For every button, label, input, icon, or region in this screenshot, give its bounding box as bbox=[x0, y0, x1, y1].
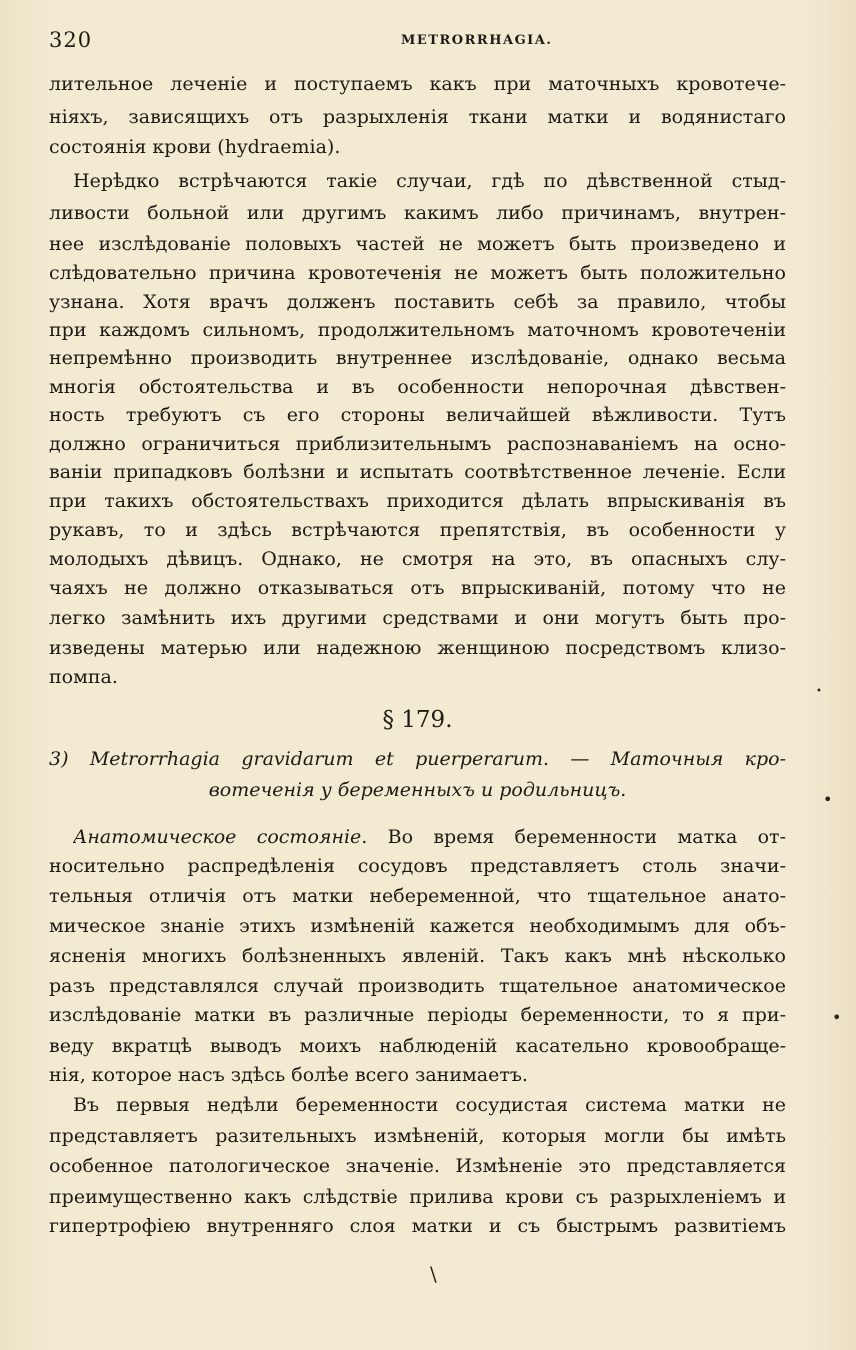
text-line: легко замѣнить ихъ другими средствами и они могутъ быть про- bbox=[49, 607, 786, 629]
text-line: нія, которое насъ здѣсь болѣе всего занимаетъ. bbox=[49, 1064, 528, 1086]
subsection-lead: Анатомическое состояніе. bbox=[73, 826, 368, 848]
text-line: нее изслѣдованіе половыхъ частей не можетъ быть произведено и bbox=[49, 233, 786, 255]
text-line: должно ограничиться приблизительнымъ распознаваніемъ на осно- bbox=[49, 433, 786, 455]
text-line: изслѣдованіе матки въ различные періоды беременности, то я при- bbox=[49, 1004, 786, 1026]
text-line: лительное леченіе и поступаемъ какъ при маточныхъ кровотече- bbox=[49, 73, 786, 95]
text-line: преимущественно какъ слѣдствіе прилива крови съ разрыхленіемъ и bbox=[49, 1186, 786, 1208]
text-line: слѣдовательно причина кровотеченія не можетъ быть положительно bbox=[49, 262, 786, 284]
text-line: помпа. bbox=[49, 666, 118, 688]
text-line: изведены матерью или надежною женщиною посредствомъ клизо- bbox=[49, 637, 786, 659]
text-line bbox=[73, 824, 786, 850]
text-line: носительно распредѣленія сосудовъ представляетъ столь значи- bbox=[49, 855, 786, 877]
ink-speck: • bbox=[832, 1008, 842, 1027]
text-line: рукавъ, то и здѣсь встрѣчаются препятствія, въ особенности у bbox=[49, 519, 786, 541]
text-line: Нерѣдко встрѣчаются такіе случаи, гдѣ по дѣвственной стыд- bbox=[73, 170, 786, 192]
text-line: особенное патологическое значеніе. Измѣненіе это представляется bbox=[49, 1155, 786, 1177]
text-line: при такихъ обстоятельствахъ приходится дѣлать впрыскиванія въ bbox=[49, 490, 786, 512]
text-line: мическое знаніе этихъ измѣненій кажется необходимымъ для объ- bbox=[49, 915, 786, 937]
running-title: METRORRHAGIA. bbox=[401, 33, 553, 48]
ink-speck: \ bbox=[430, 1262, 437, 1286]
text-line: узнана. Хотя врачъ долженъ поставить себѣ за правило, чтобы bbox=[49, 291, 786, 313]
text-run: Во время беременности матка от- bbox=[367, 826, 786, 848]
text-line: представляетъ разительныхъ измѣненій, которыя могли бы имѣть bbox=[49, 1125, 786, 1147]
text-line: ность требуютъ съ его стороны величайшей вѣжливости. Тутъ bbox=[49, 404, 786, 426]
text-line: состоянія крови (hydraemia). bbox=[49, 136, 341, 158]
page-number: 320 bbox=[49, 28, 93, 52]
text-line: чаяхъ не должно отказываться отъ впрыскиваній, потому что не bbox=[49, 577, 786, 599]
text-line: Въ первыя недѣли беременности сосудистая система матки не bbox=[73, 1094, 786, 1116]
page-header bbox=[49, 28, 789, 58]
section-title-line: 3) Metrorrhagia gravidarum et puerperarum. — Маточныя кро- bbox=[49, 748, 786, 770]
text-line: многія обстоятельства и въ особенности непорочная дѣвствен- bbox=[49, 376, 786, 398]
text-line: гипертрофіею внутренняго слоя матки и съ быстрымъ развитіемъ bbox=[49, 1215, 786, 1237]
ink-speck: • bbox=[823, 790, 833, 809]
text-line: разъ представлялся случай производить тщательное анатомическое bbox=[49, 975, 786, 997]
section-title-line: вотеченія у беременныхъ и родильницъ. bbox=[208, 779, 627, 801]
text-line: веду вкратцѣ выводъ моихъ наблюденій касательно кровообраще- bbox=[49, 1035, 786, 1057]
text-line: при каждомъ сильномъ, продолжительномъ маточномъ кровотеченіи bbox=[49, 319, 786, 341]
text-line: ваніи припадковъ болѣзни и испытать соотвѣтственное леченіе. Если bbox=[49, 461, 786, 483]
text-line: ясненія многихъ болѣзненныхъ явленій. Такъ какъ мнѣ нѣсколько bbox=[49, 945, 786, 967]
ink-speck: • bbox=[816, 686, 822, 697]
text-line: ливости больной или другимъ какимъ либо причинамъ, внутрен- bbox=[49, 202, 786, 224]
text-line: непремѣнно производить внутреннее изслѣдованіе, однако весьма bbox=[49, 347, 786, 369]
text-line: тельныя отличія отъ матки небеременной, что тщательное анато- bbox=[49, 885, 786, 907]
section-number: § 179. bbox=[382, 707, 453, 733]
text-line: ніяхъ, зависящихъ отъ разрыхленія ткани матки и водянистаго bbox=[49, 106, 786, 128]
text-line: молодыхъ дѣвицъ. Однако, не смотря на это, въ опасныхъ слу- bbox=[49, 548, 786, 570]
